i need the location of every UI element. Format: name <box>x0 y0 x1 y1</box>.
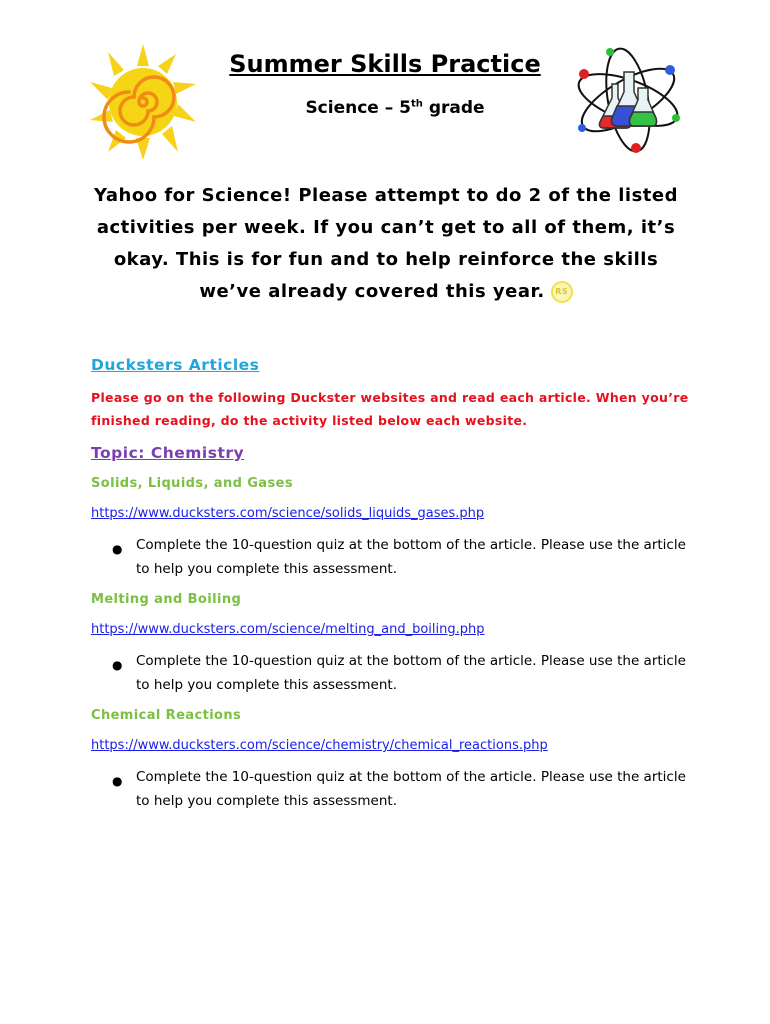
activity-text: Complete the 10-question quiz at the bottom of the article. Please use the article to help you complete this assessment. <box>136 537 686 577</box>
article-title: Chemical Reactions <box>91 708 242 723</box>
subtitle-superscript: th <box>411 98 423 110</box>
article-link[interactable]: https://www.ducksters.com/science/melting_and_boiling.php <box>91 622 485 637</box>
activity-text: Complete the 10-question quiz at the bottom of the article. Please use the article to help you complete this assessment. <box>136 653 686 693</box>
list-item <box>91 533 691 581</box>
article-block <box>91 708 691 813</box>
article-block <box>91 592 691 697</box>
section-instructions: Please go on the following Duckster websites and read each article. When you’re finished reading, do the activity listed below each website. <box>91 390 689 428</box>
smiley-icon: RS <box>551 281 573 303</box>
section-heading: Ducksters Articles <box>91 356 260 374</box>
article-link[interactable]: https://www.ducksters.com/science/chemistry/chemical_reactions.php <box>91 738 548 753</box>
article-title: Melting and Boiling <box>91 592 242 607</box>
article-title: Solids, Liquids, and Gases <box>91 476 293 491</box>
main-content <box>91 356 691 824</box>
bullet-icon: ● <box>112 658 123 672</box>
page-subtitle <box>0 98 770 118</box>
article-block <box>91 476 691 581</box>
list-item <box>91 765 691 813</box>
subtitle-grade: grade <box>422 98 485 118</box>
page-title: Summer Skills Practice <box>229 50 541 78</box>
bullet-icon: ● <box>112 774 123 788</box>
intro-paragraph <box>84 180 688 308</box>
intro-text: Yahoo for Science! Please attempt to do 2 of the listed activities per week. If you can’t get to all of them, it’s okay. This is for fun and to help reinforce the skills we’ve already covered this year. <box>94 185 678 302</box>
topic-heading: Topic: Chemistry <box>91 444 245 462</box>
activity-text: Complete the 10-question quiz at the bottom of the article. Please use the article to help you complete this assessment. <box>136 769 686 809</box>
article-link[interactable]: https://www.ducksters.com/science/solids_liquids_gases.php <box>91 506 485 521</box>
subtitle-subject: Science – 5 <box>305 98 411 118</box>
list-item <box>91 649 691 697</box>
bullet-icon: ● <box>112 542 123 556</box>
